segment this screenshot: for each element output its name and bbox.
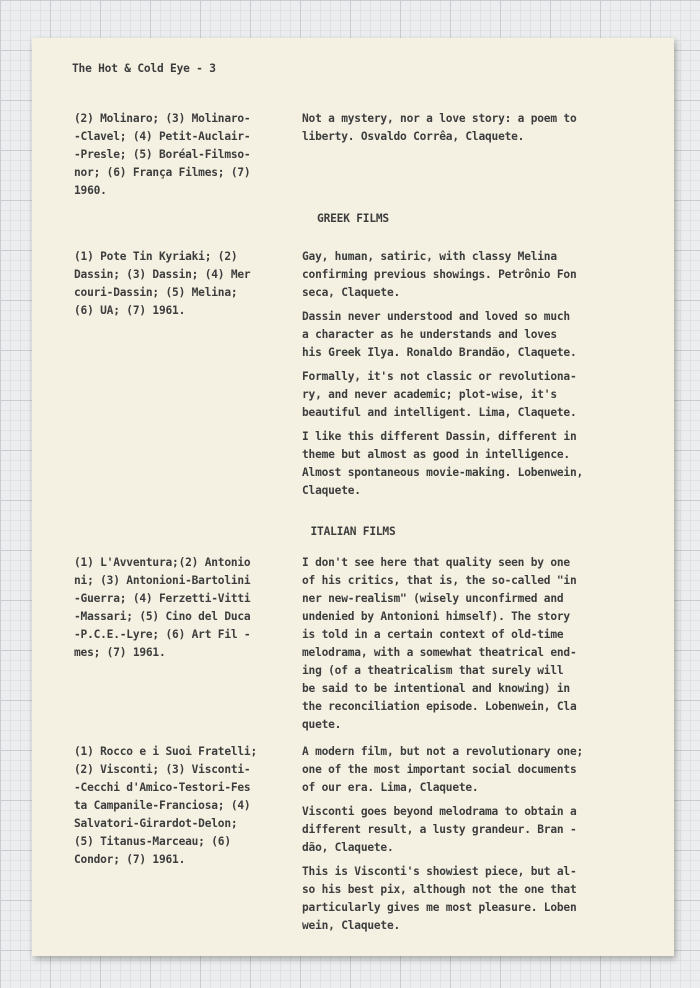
credit-line: nor; (6) França Filmes; (7) [74,166,251,179]
review-line: is told in a certain context of old-time [302,628,564,641]
review-line: a character as he understands and loves [302,328,557,341]
credit-line: (2) Visconti; (3) Visconti- [74,763,251,776]
intro-reviews [302,110,642,152]
credit-line: Salvatori-Girardot-Delon; [74,817,238,830]
review-line: particularly gives me most pleasure. Loben [302,901,577,914]
italian-film2-credits [74,743,292,869]
page-title: The Hot & Cold Eye - 3 [72,62,216,75]
credit-line: (2) Molinaro; (3) Molinaro- [74,112,251,125]
review-line: his Greek Ilya. Ronaldo Brandão, Claquete. [302,346,577,359]
review-line: Claquete. [302,484,361,497]
review-paragraph [302,110,642,146]
credit-line: (6) UA; (7) 1961. [74,304,186,317]
section-heading-italian: ITALIAN FILMS [310,525,396,538]
credit-line: Condor; (7) 1961. [74,853,186,866]
review-line: I like this different Dassin, different in [302,430,577,443]
review-line: Not a mystery, nor a love story: a poem to [302,112,577,125]
credit-line: ta Campanile-Franciosa; (4) [74,799,251,812]
review-paragraph [302,803,642,857]
review-line: be said to be intentional and knowing) in [302,682,570,695]
credit-line: couri-Dassin; (5) Melina; [74,286,238,299]
review-line: This is Visconti's showiest piece, but al- [302,865,577,878]
review-line: theme but almost as good in intelligence. [302,448,570,461]
credit-line: (1) Pote Tin Kyriaki; (2) [74,250,238,263]
credit-line: -Presle; (5) Boréal-Filmso- [74,148,251,161]
review-line: Gay, human, satiric, with classy Melina [302,250,557,263]
greek-credits [74,248,292,320]
greek-reviews [302,248,642,506]
review-line: seca, Claquete. [302,286,401,299]
review-paragraph [302,308,642,362]
review-line: melodrama, with a somewhat theatrical end- [302,646,577,659]
review-line: Visconti goes beyond melodrama to obtain a [302,805,577,818]
credit-line: -Guerra; (4) Ferzetti-Vitti [74,592,251,605]
review-line: one of the most important social documents [302,763,577,776]
credit-line: (1) L'Avventura;(2) Antonio [74,556,251,569]
review-line: liberty. Osvaldo Corrêa, Claquete. [302,130,525,143]
review-line: beautiful and intelligent. Lima, Claquete. [302,406,577,419]
review-paragraph [302,368,642,422]
review-line: ner new-realism" (wisely unconfirmed and [302,592,564,605]
review-line: different result, a lusty grandeur. Bran - [302,823,577,836]
review-line: so his best pix, although not the one that [302,883,577,896]
credit-line: 1960. [74,184,107,197]
review-paragraph [302,863,642,935]
review-line: ing (of a theatricalism that surely will [302,664,564,677]
review-line: confirming previous showings. Petrônio Fon [302,268,577,281]
review-paragraph [302,554,642,734]
credit-line: -Clavel; (4) Petit-Auclair- [74,130,251,143]
review-line: the reconciliation episode. Lobenwein, Cla [302,700,577,713]
italian-film2-reviews [302,743,642,941]
review-line: dão, Claquete. [302,841,394,854]
typed-page [32,38,674,956]
credit-line: -Massari; (5) Cino del Duca [74,610,251,623]
review-paragraph [302,248,642,302]
credit-line: ni; (3) Antonioni-Bartolini [74,574,251,587]
review-line: Almost spontaneous movie-making. Lobenwein, [302,466,584,479]
credit-line: mes; (7) 1961. [74,646,166,659]
review-line: wein, Claquete. [302,919,401,932]
credit-line: (1) Rocco e i Suoi Fratelli; [74,745,257,758]
italian-film1-credits [74,554,292,662]
review-line: of our era. Lima, Claquete. [302,781,479,794]
review-paragraph [302,743,642,797]
review-line: ry, and never academic; plot-wise, it's [302,388,557,401]
review-line: quete. [302,718,342,731]
section-heading-greek: GREEK FILMS [317,212,389,225]
review-line: of his critics, that is, the so-called "in [302,574,577,587]
credit-line: Dassin; (3) Dassin; (4) Mer [74,268,251,281]
review-line: I don't see here that quality seen by one [302,556,570,569]
credit-line: (5) Titanus-Marceau; (6) [74,835,231,848]
review-paragraph [302,428,642,500]
review-line: Formally, it's not classic or revolutiona- [302,370,577,383]
credit-line: -P.C.E.-Lyre; (6) Art Fil - [74,628,251,641]
review-line: undenied by Antonioni himself). The story [302,610,570,623]
italian-film1-reviews [302,554,642,740]
review-line: Dassin never understood and loved so much [302,310,570,323]
review-line: A modern film, but not a revolutionary one; [302,745,584,758]
credit-line: -Cecchi d'Amico-Testori-Fes [74,781,251,794]
intro-credits [74,110,292,200]
